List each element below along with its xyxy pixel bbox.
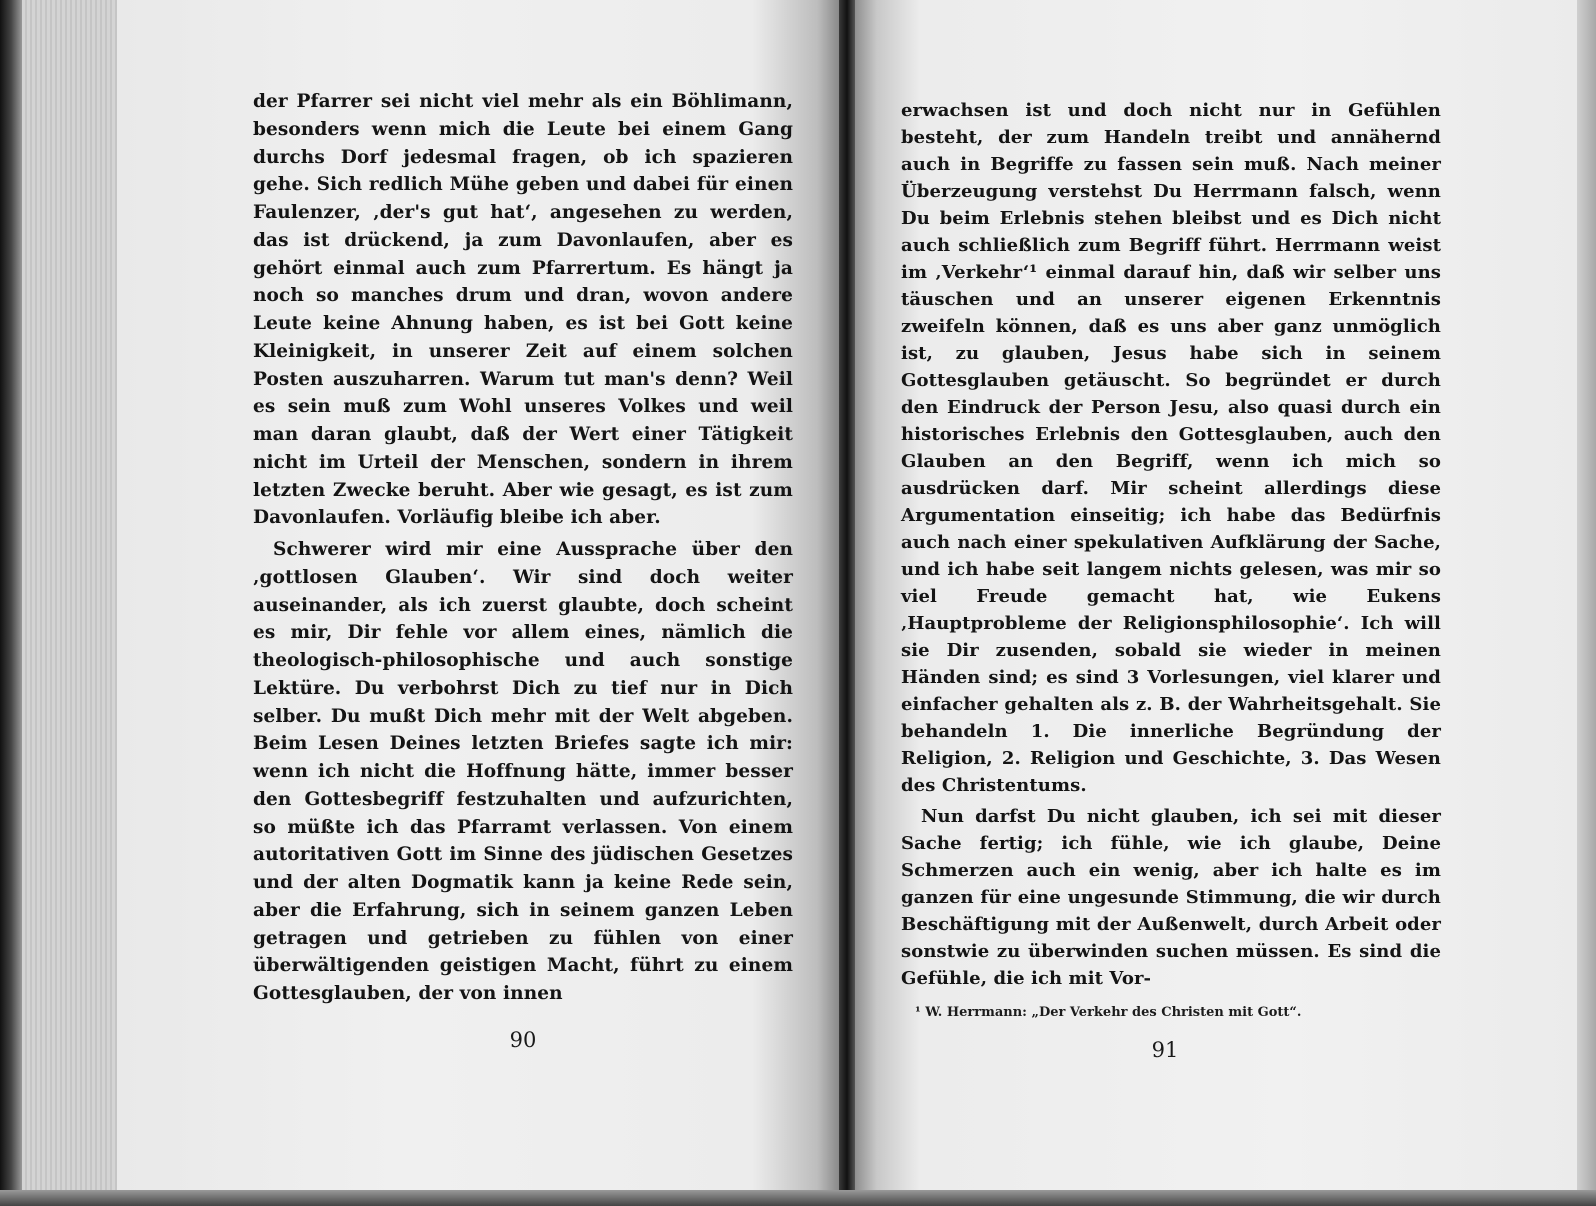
left-paragraph-2: Schwerer wird mir eine Aussprache über den ‚gottlosen Glauben‘. Wir sind doch weiter auseinander, als ich zuerst glaubte, doch scheint es mir, Dir fehle vor allem eines, nämlich die theologisch-philosophische und auch sonstige Lektüre. Du verbohrst Dich zu tief nur in Dich selber. Du mußt Dich mehr mit der Welt abgeben. Beim Lesen Deines letzten Briefes sagte ich mir: wenn ich nicht die Hoffnung hätte, immer besser den Gottesbegriff festzuhalten und aufzurichten, so müßte ich das Pfarramt verlassen. Von einem autoritativen Gott im Sinne des jüdischen Gesetzes und der alten Dogmatik kann ja keine Rede sein, aber die Erfahrung, sich in seinem ganzen Leben getragen und getrieben zu fühlen von einer überwältigenden geistigen Macht, führt zu einem Gottesglauben, der von innen <box>253 539 793 1004</box>
page-number-right: 91 <box>1151 1038 1179 1062</box>
book-right-edge <box>1577 0 1596 1206</box>
scan-bottom-shadow <box>0 1190 1596 1206</box>
right-paragraph-2: Nun darfst Du nicht glauben, ich sei mit dieser Sache fertig; ich fühle, wie ich glaube, Deine Schmerzen auch ein wenig, aber ich halte es im ganzen für eine ungesunde Stimmung, die wir durch Beschäftigung mit der Außenwelt, durch Arbeit oder sonstwie zu überwinden suchen müssen. Es sind die Gefühle, die ich mit Vor- <box>901 806 1441 989</box>
page-number-left: 90 <box>509 1028 537 1052</box>
book-left-edge <box>0 0 22 1206</box>
right-page-text <box>901 97 1441 992</box>
page-stack-left <box>22 0 117 1206</box>
right-paragraph-1: erwachsen ist und doch nicht nur in Gefühlen besteht, der zum Handeln treibt und annähernd auch in Begriffe zu fassen sein muß. Nach meiner Überzeugung verstehst Du Herrmann falsch, wenn Du beim Erlebnis stehen bleibst und es Dich nicht auch schließlich zum Begriff führt. Herrmann weist im ‚Verkehr‘¹ einmal darauf hin, daß wir selber uns täuschen und an unserer eigenen Erkenntnis zweifeln können, daß es uns aber ganz unmöglich ist, zu glauben, Jesus habe sich in seinem Gottesglauben getäuscht. So begründet er durch den Eindruck der Person Jesu, also quasi durch ein historisches Erlebnis den Gottesglauben, auch den Glauben an den Begriff, wenn ich mich so ausdrücken darf. Mir scheint allerdings diese Argumentation einseitig; ich habe das Bedürfnis auch nach einer spekulativen Aufklärung der Sache, und ich habe seit langem nichts gelesen, was mir so viel Freude gemacht hat, wie Eukens ‚Hauptprobleme der Religionsphilosophie‘. Ich will sie Dir zusenden, sobald sie wieder in meinen Händen sind; es sind 3 Vorlesungen, viel klarer und einfacher gehalten als z. B. der Wahrheitsgehalt. Sie behandeln 1. Die innerliche Begründung der Religion, 2. Religion und Geschichte, 3. Das Wesen des Christentums. <box>901 100 1441 796</box>
left-paragraph-1: der Pfarrer sei nicht viel mehr als ein Böhlimann, besonders wenn mich die Leute bei einem Gang durchs Dorf jedesmal fragen, ob ich spazieren gehe. Sich redlich Mühe geben und dabei für einen Faulenzer, ‚der's gut hat‘, angesehen zu werden, das ist drückend, ja zum Davonlaufen, aber es gehört einmal auch zum Pfarrertum. Es hängt ja noch so manches drum und dran, wovon andere Leute keine Ahnung haben, es ist bei Gott keine Kleinigkeit, in unserer Zeit auf einem solchen Posten auszuharren. Warum tut man's denn? Weil es sein muß zum Wohl unseres Volkes und weil man daran glaubt, daß der Wert einer Tätigkeit nicht im Urteil der Menschen, sondern in ihrem letzten Zwecke beruht. Aber wie gesagt, es ist zum Davonlaufen. Vorläufig bleibe ich aber. <box>253 91 793 529</box>
left-page <box>117 0 839 1190</box>
book-gutter <box>839 0 855 1206</box>
left-page-text <box>253 88 793 1008</box>
footnote: ¹ W. Herrmann: „Der Verkehr des Christen mit Gott“. <box>915 1005 1302 1020</box>
right-page <box>855 0 1577 1190</box>
